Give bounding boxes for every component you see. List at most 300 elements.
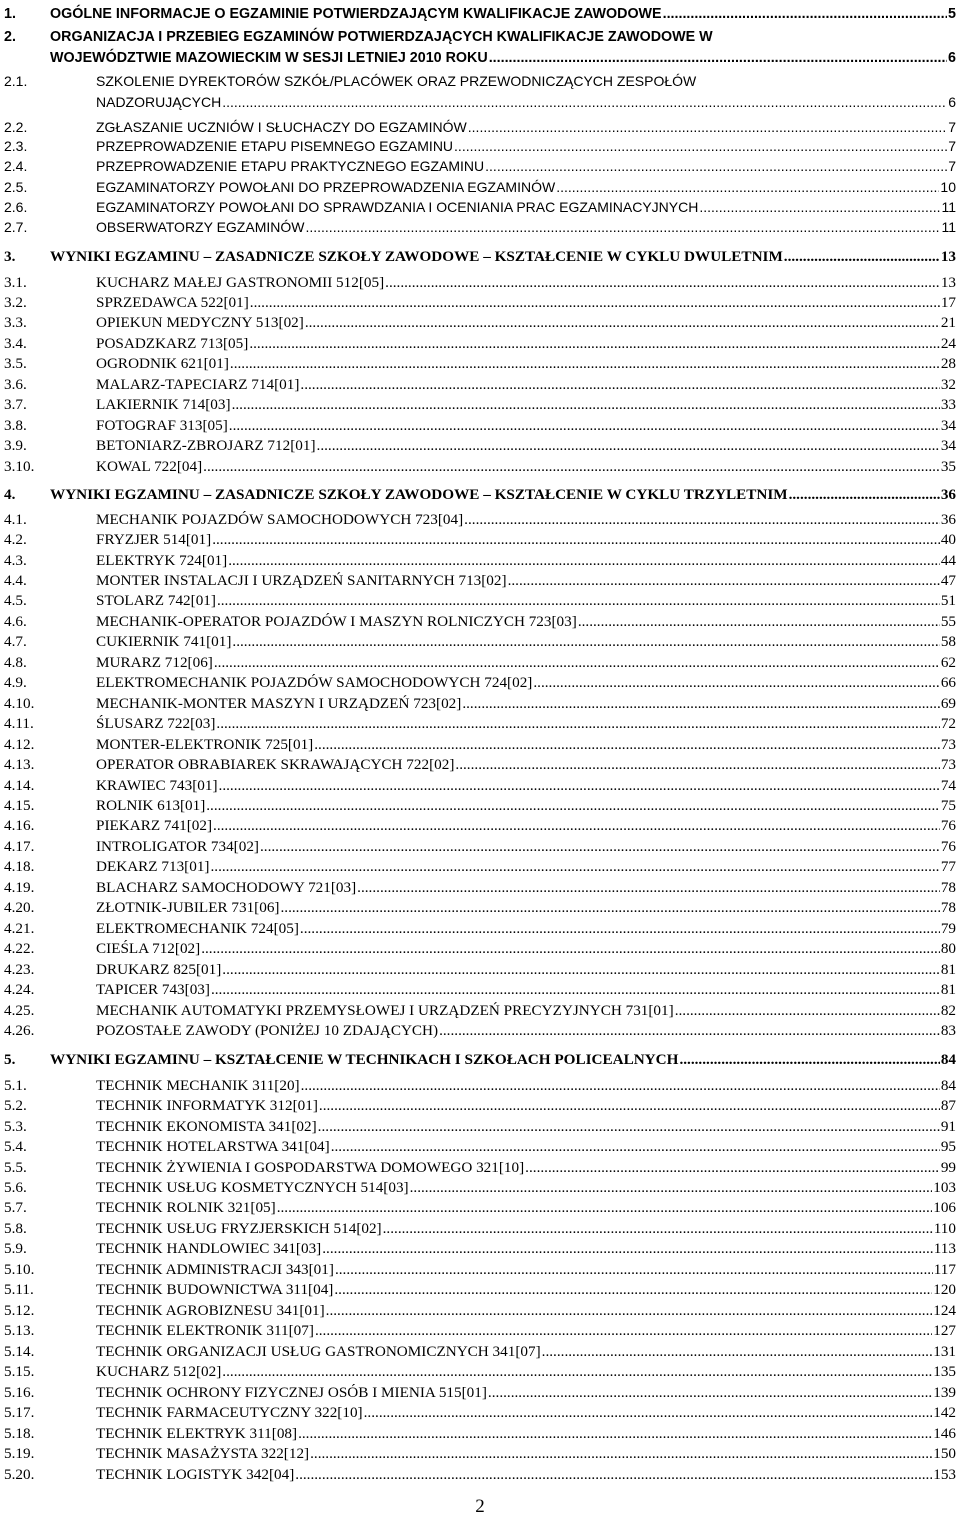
toc-entry-title: CIEŚLA 712[02] <box>96 940 201 957</box>
toc-entry-page: 131 <box>933 1343 956 1360</box>
dot-leader <box>305 314 940 332</box>
toc-entry-number: 4.3. <box>4 552 27 569</box>
dot-leader <box>784 248 940 266</box>
dot-leader <box>319 1097 940 1115</box>
toc-entry-number: 5.8. <box>4 1220 27 1237</box>
dot-leader <box>277 1199 933 1217</box>
toc-entry-number: 2.2. <box>4 119 28 135</box>
toc-entry[interactable] <box>96 715 956 733</box>
toc-entry-number: 5.9. <box>4 1240 27 1257</box>
dot-leader <box>298 1425 932 1443</box>
dot-leader <box>335 1261 933 1279</box>
toc-entry-number: 3.5. <box>4 355 27 372</box>
toc-entry-page: 40 <box>940 531 956 548</box>
dot-leader <box>318 1118 940 1136</box>
toc-entry[interactable] <box>96 1281 956 1299</box>
toc-entry[interactable] <box>96 511 956 529</box>
dot-leader <box>410 1179 933 1197</box>
toc-entry[interactable] <box>96 613 956 631</box>
toc-entry-title: ŚLUSARZ 722[03] <box>96 715 216 732</box>
toc-entry-title: ELEKTRYK 724[01] <box>96 552 228 569</box>
dot-leader <box>280 899 939 917</box>
toc-entry-title: OBSERWATORZY EGZAMINÓW <box>96 219 305 235</box>
toc-entry-title: DEKARZ 713[01] <box>96 858 210 875</box>
toc-entry-title: LAKIERNIK 714[03] <box>96 396 231 413</box>
toc-entry[interactable] <box>96 1220 956 1238</box>
toc-entry[interactable] <box>96 654 956 672</box>
toc-entry[interactable] <box>50 486 956 504</box>
dot-leader <box>214 654 940 672</box>
toc-entry-number: 5.17. <box>4 1404 35 1421</box>
toc-entry-number: 5.18. <box>4 1425 35 1442</box>
dot-leader <box>578 613 940 631</box>
toc-entry[interactable] <box>96 1466 956 1484</box>
toc-entry-title: DRUKARZ 825[01] <box>96 961 222 978</box>
toc-entry[interactable] <box>96 879 956 897</box>
toc-entry-page: 127 <box>933 1322 956 1339</box>
toc-entry-number: 5.7. <box>4 1199 27 1216</box>
dot-leader <box>331 1138 940 1156</box>
toc-entry[interactable] <box>96 777 956 795</box>
toc-entry[interactable] <box>96 158 956 174</box>
toc-entry-number: 1. <box>4 6 16 22</box>
dot-leader <box>203 458 940 476</box>
toc-entry-page: 78 <box>940 899 956 916</box>
toc-entry-page: 91 <box>940 1118 956 1135</box>
toc-entry-title: TECHNIK MECHANIK 311[20] <box>96 1077 300 1094</box>
toc-entry-number: 5.14. <box>4 1343 35 1360</box>
toc-entry-title: KOWAL 722[04] <box>96 458 203 475</box>
dot-leader <box>217 592 940 610</box>
dot-leader <box>542 1343 933 1361</box>
dot-leader <box>385 274 940 292</box>
toc-entry[interactable] <box>96 119 956 135</box>
dot-leader <box>249 335 940 353</box>
toc-entry-number: 3.4. <box>4 335 27 352</box>
toc-entry[interactable] <box>96 817 956 835</box>
toc-entry-title: WYNIKI EGZAMINU – ZASADNICZE SZKOŁY ZAWODOWE – KSZTAŁCENIE W CYKLU DWULETNIM <box>50 248 783 265</box>
dot-leader <box>525 1159 940 1177</box>
page-number: 2 <box>475 1496 485 1517</box>
toc-entry[interactable] <box>96 756 956 774</box>
toc-entry[interactable] <box>96 1002 956 1020</box>
toc-entry[interactable] <box>50 248 956 266</box>
toc-entry-number: 4.4. <box>4 572 27 589</box>
toc-entry-number: 5.16. <box>4 1384 35 1401</box>
dot-leader <box>232 633 939 651</box>
toc-entry-number: 5.15. <box>4 1363 35 1380</box>
toc-entry[interactable] <box>96 1118 956 1136</box>
toc-entry-page: 150 <box>933 1445 956 1462</box>
toc-entry-title: SZKOLENIE DYREKTORÓW SZKÓŁ/PLACÓWEK ORAZ PRZEWODNICZĄCYCH ZESPOŁÓW <box>96 73 697 89</box>
toc-entry[interactable] <box>96 1302 956 1320</box>
toc-entry[interactable] <box>96 858 956 876</box>
toc-entry-number: 4.24. <box>4 981 35 998</box>
toc-entry-title: CUKIERNIK 741[01] <box>96 633 232 650</box>
dot-leader <box>314 736 940 754</box>
toc-entry-page: 95 <box>940 1138 956 1155</box>
dot-leader <box>663 6 947 22</box>
toc-entry[interactable] <box>96 633 956 651</box>
toc-entry[interactable] <box>96 294 956 312</box>
toc-entry-page: 139 <box>933 1384 956 1401</box>
toc-entry-number: 2.7. <box>4 219 28 235</box>
toc-entry-title: EGZAMINATORZY POWOŁANI DO SPRAWDZANIA I OCENIANIA PRAC EGZAMINACYJNYCH <box>96 199 699 215</box>
dot-leader <box>222 94 947 110</box>
toc-entry-number: 3.3. <box>4 314 27 331</box>
toc-entry-page: 55 <box>940 613 956 630</box>
toc-entry-page: 13 <box>940 248 956 265</box>
toc-entry[interactable] <box>96 695 956 713</box>
toc-entry[interactable] <box>96 674 956 692</box>
dot-leader <box>357 879 940 897</box>
toc-entry-page: 7 <box>948 138 956 154</box>
dot-leader <box>232 396 940 414</box>
toc-entry-number: 4.9. <box>4 674 27 691</box>
dot-leader <box>439 1022 940 1040</box>
dot-leader <box>295 1466 932 1484</box>
toc-entry-title: EGZAMINATORZY POWOŁANI DO PRZEPROWADZENIA EGZAMINÓW <box>96 179 556 195</box>
toc-entry-number: 4.5. <box>4 592 27 609</box>
toc-entry-number: 5.11. <box>4 1281 34 1298</box>
toc-entry[interactable] <box>96 572 956 590</box>
toc-entry-number: 3.8. <box>4 417 27 434</box>
dot-leader <box>229 417 940 435</box>
toc-entry-number: 3.2. <box>4 294 27 311</box>
toc-entry-page: 146 <box>933 1425 956 1442</box>
toc-entry-title: OGÓLNE INFORMACJE O EGZAMINIE POTWIERDZAJĄCYM KWALIFIKACJE ZAWODOWE <box>50 6 662 22</box>
toc-entry-title: TECHNIK ELEKTRYK 311[08] <box>96 1425 298 1442</box>
toc-entry-title: TECHNIK USŁUG FRYZJERSKICH 514[02] <box>96 1220 382 1237</box>
toc-entry[interactable] <box>96 552 956 570</box>
dot-leader <box>228 552 940 570</box>
toc-entry[interactable] <box>96 920 956 938</box>
toc-entry[interactable] <box>96 94 956 110</box>
toc-entry[interactable] <box>96 458 956 476</box>
dot-leader <box>485 158 947 174</box>
toc-entry-page: 24 <box>940 335 956 352</box>
toc-entry-page: 6 <box>948 50 956 66</box>
toc-entry-page: 36 <box>940 511 956 528</box>
toc-entry[interactable] <box>96 1240 956 1258</box>
toc-entry-page: 21 <box>940 314 956 331</box>
toc-entry-title: KUCHARZ 512[02] <box>96 1363 222 1380</box>
toc-entry-number: 4.11. <box>4 715 34 732</box>
toc-entry[interactable] <box>96 1261 956 1279</box>
toc-entry[interactable] <box>96 73 956 89</box>
toc-entry-title: MECHANIK AUTOMATYKI PRZEMYSŁOWEJ I URZĄDZEŃ PRECYZYJNYCH 731[01] <box>96 1002 674 1019</box>
toc-entry-title: TECHNIK INFORMATYK 312[01] <box>96 1097 318 1114</box>
toc-entry-page: 58 <box>940 633 956 650</box>
toc-entry-page: 135 <box>933 1363 956 1380</box>
toc-entry-number: 4.15. <box>4 797 35 814</box>
dot-leader <box>455 756 939 774</box>
toc-entry[interactable] <box>96 940 956 958</box>
toc-entry-title: ELEKTROMECHANIK POJAZDÓW SAMOCHODOWYCH 724[02] <box>96 674 533 691</box>
toc-entry-title: MECHANIK-MONTER MASZYN I URZĄDZEŃ 723[02] <box>96 695 462 712</box>
toc-entry-title: OGRODNIK 621[01] <box>96 355 229 372</box>
toc-entry[interactable] <box>96 1179 956 1197</box>
toc-entry[interactable] <box>96 1445 956 1463</box>
dot-leader <box>556 179 939 195</box>
toc-entry-title: MALARZ-TAPECIARZ 714[01] <box>96 376 300 393</box>
toc-entry[interactable] <box>96 736 956 754</box>
toc-entry-title: ORGANIZACJA I PRZEBIEG EGZAMINÓW POTWIERDZAJĄCYCH KWALIFIKACJE ZAWODOWE W <box>50 29 713 45</box>
toc-entry-title: TAPICER 743[03] <box>96 981 210 998</box>
toc-entry[interactable] <box>96 1159 956 1177</box>
dot-leader <box>211 981 940 999</box>
toc-entry-page: 11 <box>941 219 956 235</box>
toc-entry-number: 2.5. <box>4 179 28 195</box>
toc-entry-number: 4.7. <box>4 633 27 650</box>
dot-leader <box>219 777 940 795</box>
dot-leader <box>326 1302 933 1320</box>
toc-entry-page: 120 <box>933 1281 956 1298</box>
toc-entry[interactable] <box>96 355 956 373</box>
toc-entry[interactable] <box>96 1343 956 1361</box>
toc-entry-page: 17 <box>940 294 956 311</box>
toc-entry[interactable] <box>50 29 956 45</box>
toc-entry-title: TECHNIK HANDLOWIEC 341[03] <box>96 1240 322 1257</box>
toc-entry-title: BLACHARZ SAMOCHODOWY 721[03] <box>96 879 357 896</box>
toc-entry[interactable] <box>96 981 956 999</box>
toc-entry-page: 66 <box>940 674 956 691</box>
toc-entry[interactable] <box>96 335 956 353</box>
toc-entry-page: 47 <box>940 572 956 589</box>
toc-entry[interactable] <box>96 1384 956 1402</box>
toc-entry-title: MONTER INSTALACJI I URZĄDZEŃ SANITARNYCH 713[02] <box>96 572 507 589</box>
dot-leader <box>260 838 940 856</box>
dot-leader <box>533 674 939 692</box>
dot-leader <box>213 817 940 835</box>
toc-entry-page: 13 <box>940 274 956 291</box>
toc-entry-number: 3.9. <box>4 437 27 454</box>
toc-entry-page: 76 <box>940 817 956 834</box>
toc-entry[interactable] <box>96 219 956 235</box>
toc-entry-page: 5 <box>948 6 956 22</box>
toc-entry[interactable] <box>96 961 956 979</box>
toc-entry[interactable] <box>50 50 956 66</box>
toc-entry[interactable] <box>96 138 956 154</box>
toc-entry-page: 84 <box>940 1051 956 1068</box>
dot-leader <box>315 1322 932 1340</box>
toc-entry-page: 106 <box>933 1199 956 1216</box>
toc-entry-title: SPRZEDAWCA 522[01] <box>96 294 249 311</box>
toc-entry-title: POZOSTAŁE ZAWODY (PONIŻEJ 10 ZDAJĄCYCH) <box>96 1022 439 1039</box>
toc-entry-title: TECHNIK USŁUG KOSMETYCZNYCH 514[03] <box>96 1179 409 1196</box>
dot-leader <box>301 1077 940 1095</box>
toc-entry-number: 5.2. <box>4 1097 27 1114</box>
toc-entry-title: TECHNIK ORGANIZACJI USŁUG GASTRONOMICZNYCH 341[07] <box>96 1343 541 1360</box>
toc-entry-number: 4.26. <box>4 1022 35 1039</box>
dot-leader <box>300 376 939 394</box>
toc-entry-number: 5.10. <box>4 1261 35 1278</box>
dot-leader <box>222 961 940 979</box>
toc-entry-title: MECHANIK POJAZDÓW SAMOCHODOWYCH 723[04] <box>96 511 464 528</box>
toc-entry[interactable] <box>96 1077 956 1095</box>
toc-entry[interactable] <box>96 797 956 815</box>
toc-entry-title: TECHNIK ROLNIK 321[05] <box>96 1199 276 1216</box>
dot-leader <box>322 1240 933 1258</box>
toc-entry-page: 10 <box>940 179 956 195</box>
dot-leader <box>201 940 940 958</box>
toc-entry-title: ZŁOTNIK-JUBILER 731[06] <box>96 899 280 916</box>
toc-entry-title: FOTOGRAF 313[05] <box>96 417 228 434</box>
toc-entry-title: TECHNIK OCHRONY FIZYCZNEJ OSÓB I MIENIA 515[01] <box>96 1384 487 1401</box>
dot-leader <box>489 50 947 66</box>
dot-leader <box>508 572 940 590</box>
toc-entry-page: 76 <box>940 838 956 855</box>
dot-leader <box>464 511 940 529</box>
toc-entry-page: 81 <box>940 981 956 998</box>
toc-entry[interactable] <box>96 179 956 195</box>
toc-entry[interactable] <box>96 199 956 215</box>
toc-entry[interactable] <box>96 417 956 435</box>
toc-entry-number: 4.2. <box>4 531 27 548</box>
toc-entry-number: 4.25. <box>4 1002 35 1019</box>
toc-entry-number: 5.4. <box>4 1138 27 1155</box>
toc-entry[interactable] <box>96 396 956 414</box>
toc-entry[interactable] <box>96 531 956 549</box>
toc-entry-page: 79 <box>940 920 956 937</box>
toc-entry[interactable] <box>96 899 956 917</box>
toc-entry-page: 35 <box>940 458 956 475</box>
toc-entry[interactable] <box>96 1199 956 1217</box>
toc-entry-page: 87 <box>940 1097 956 1114</box>
toc-entry-number: 4.13. <box>4 756 35 773</box>
toc-entry-title: TECHNIK ELEKTRONIK 311[07] <box>96 1322 314 1339</box>
dot-leader <box>310 1445 932 1463</box>
toc-entry-title: ELEKTROMECHANIK 724[05] <box>96 920 299 937</box>
dot-leader <box>675 1002 940 1020</box>
toc-entry-number: 4.12. <box>4 736 35 753</box>
toc-entry-number: 4.19. <box>4 879 35 896</box>
toc-entry[interactable] <box>96 376 956 394</box>
toc-entry-page: 32 <box>940 376 956 393</box>
toc-entry-page: 78 <box>940 879 956 896</box>
toc-entry-page: 80 <box>940 940 956 957</box>
toc-entry[interactable] <box>96 1138 956 1156</box>
toc-entry-title: MURARZ 712[06] <box>96 654 213 671</box>
toc-entry[interactable] <box>96 314 956 332</box>
toc-entry-title: OPERATOR OBRABIAREK SKRAWAJĄCYCH 722[02] <box>96 756 455 773</box>
toc-entry-number: 3.6. <box>4 376 27 393</box>
toc-entry-number: 5. <box>4 1051 16 1068</box>
toc-entry-page: 103 <box>933 1179 956 1196</box>
toc-entry-title: TECHNIK HOTELARSTWA 341[04] <box>96 1138 330 1155</box>
dot-leader <box>250 294 940 312</box>
toc-entry-page: 82 <box>940 1002 956 1019</box>
toc-entry-number: 4.16. <box>4 817 35 834</box>
toc-entry-title: STOLARZ 742[01] <box>96 592 216 609</box>
dot-leader <box>305 219 940 235</box>
toc-entry[interactable] <box>96 1022 956 1040</box>
toc-entry[interactable] <box>96 1322 956 1340</box>
toc-entry-title: BETONIARZ-ZBROJARZ 712[01] <box>96 437 316 454</box>
toc-entry[interactable] <box>96 1097 956 1115</box>
dot-leader <box>212 531 940 549</box>
toc-entry-page: 81 <box>940 961 956 978</box>
dot-leader <box>334 1281 932 1299</box>
toc-entry-title: MONTER-ELEKTRONIK 725[01] <box>96 736 314 753</box>
toc-entry-page: 36 <box>940 486 956 503</box>
dot-leader <box>488 1384 932 1402</box>
toc-entry-number: 4.10. <box>4 695 35 712</box>
toc-entry-page: 124 <box>933 1302 956 1319</box>
dot-leader <box>317 437 940 455</box>
toc-entry[interactable] <box>96 437 956 455</box>
toc-entry-number: 5.5. <box>4 1159 27 1176</box>
toc-entry-title: INTROLIGATOR 734[02] <box>96 838 259 855</box>
toc-entry-number: 2.6. <box>4 199 28 215</box>
toc-entry-number: 4.6. <box>4 613 27 630</box>
toc-entry-number: 5.13. <box>4 1322 35 1339</box>
toc-entry-number: 5.20. <box>4 1466 35 1483</box>
toc-entry-number: 5.3. <box>4 1118 27 1135</box>
dot-leader <box>216 715 939 733</box>
toc-entry[interactable] <box>96 274 956 292</box>
toc-entry-page: 28 <box>940 355 956 372</box>
toc-entry-page: 110 <box>933 1220 956 1237</box>
toc-entry-number: 4.23. <box>4 961 35 978</box>
toc-entry-number: 3.7. <box>4 396 27 413</box>
toc-entry-title: TECHNIK LOGISTYK 342[04] <box>96 1466 295 1483</box>
toc-entry-page: 34 <box>940 417 956 434</box>
toc-entry-number: 4.1. <box>4 511 27 528</box>
toc-entry[interactable] <box>96 1404 956 1422</box>
toc-entry-number: 4.17. <box>4 838 35 855</box>
toc-entry-number: 4.8. <box>4 654 27 671</box>
toc-entry-page: 83 <box>940 1022 956 1039</box>
toc-entry-page: 117 <box>933 1261 956 1278</box>
toc-entry-title: NADZORUJĄCYCH <box>96 94 222 110</box>
toc-entry-title: TECHNIK ADMINISTRACJI 343[01] <box>96 1261 334 1278</box>
toc-entry[interactable] <box>50 6 956 22</box>
toc-entry-page: 73 <box>940 736 956 753</box>
toc-entry-title: PRZEPROWADZENIE ETAPU PRAKTYCZNEGO EGZAMINU <box>96 158 485 174</box>
toc-entry-title: TECHNIK FARMACEUTYCZNY 322[10] <box>96 1404 363 1421</box>
toc-entry[interactable] <box>96 592 956 610</box>
toc-entry-number: 5.12. <box>4 1302 35 1319</box>
toc-entry-page: 99 <box>940 1159 956 1176</box>
toc-entry-page: 72 <box>940 715 956 732</box>
dot-leader <box>454 138 947 154</box>
toc-entry-number: 3. <box>4 248 16 265</box>
toc-entry-page: 33 <box>940 396 956 413</box>
dot-leader <box>699 199 940 215</box>
dot-leader <box>789 486 940 504</box>
toc-entry-number: 5.19. <box>4 1445 35 1462</box>
toc-entry-page: 113 <box>933 1240 956 1257</box>
toc-entry-title: TECHNIK AGROBIZNESU 341[01] <box>96 1302 325 1319</box>
toc-entry-page: 6 <box>948 94 956 110</box>
dot-leader <box>230 355 940 373</box>
dot-leader <box>206 797 940 815</box>
dot-leader <box>364 1404 933 1422</box>
toc-entry[interactable] <box>96 1425 956 1443</box>
toc-entry-title: WYNIKI EGZAMINU – KSZTAŁCENIE W TECHNIKACH I SZKOŁACH POLICEALNYCH <box>50 1051 679 1068</box>
toc-entry[interactable] <box>50 1051 956 1069</box>
toc-entry-title: FRYZJER 514[01] <box>96 531 212 548</box>
toc-entry-number: 2.1. <box>4 73 28 89</box>
toc-entry[interactable] <box>96 1363 956 1381</box>
toc-entry[interactable] <box>96 838 956 856</box>
toc-entry-title: WOJEWÓDZTWIE MAZOWIECKIM W SESJI LETNIEJ 2010 ROKU <box>50 50 488 66</box>
toc-entry-number: 2.3. <box>4 138 28 154</box>
toc-entry-number: 5.6. <box>4 1179 27 1196</box>
toc-entry-number: 4.21. <box>4 920 35 937</box>
dot-leader <box>222 1363 932 1381</box>
